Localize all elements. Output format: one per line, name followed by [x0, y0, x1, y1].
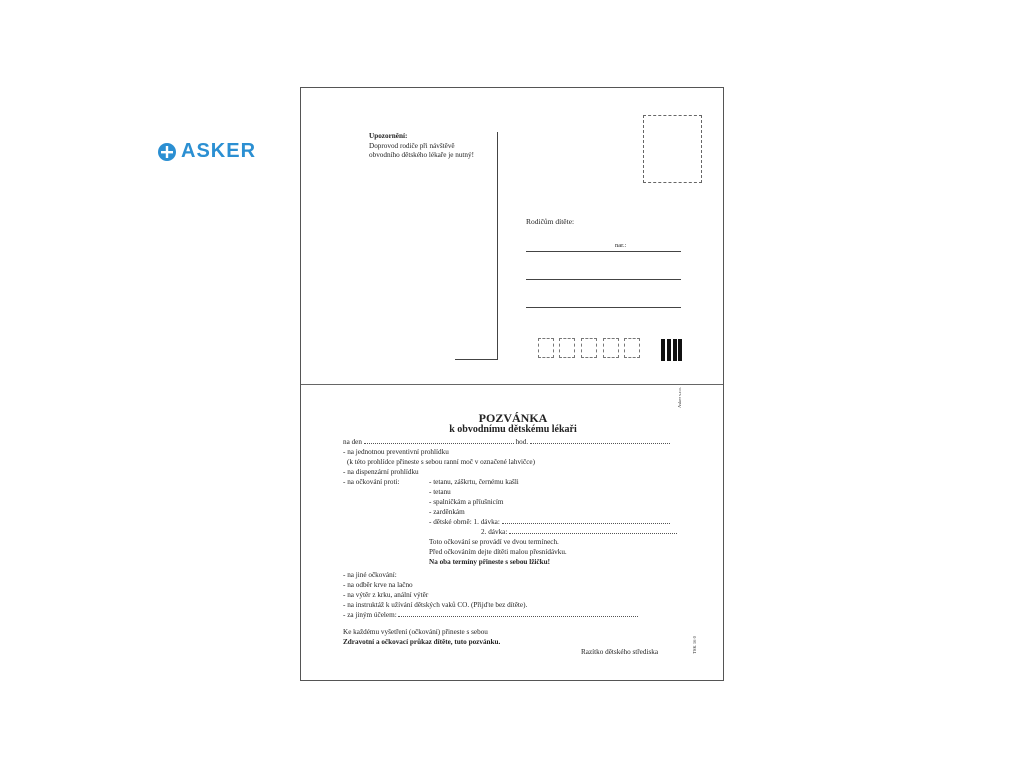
postal-code-box [581, 338, 597, 358]
vaccine-item: 2. dávka: [481, 528, 508, 536]
other-vaccination-label: - na jiné očkování: [343, 571, 397, 579]
hour-field [530, 437, 670, 444]
postal-code-box [603, 338, 619, 358]
date-label: na den [343, 438, 362, 446]
invitation-card [300, 87, 724, 681]
divider-vertical [497, 132, 498, 359]
stamp-label: Razítko dětského střediska [581, 648, 659, 656]
list-item: - za jiným účelem: [343, 611, 397, 619]
vaccine-row [343, 477, 683, 487]
vaccine-item: - spalničkám a příušnicím [429, 498, 504, 506]
polio-dose-2-row [343, 527, 683, 537]
list-item: - na výtěr z krku, anální výtěr [343, 591, 429, 599]
form-code: TSK 16 0 [692, 636, 697, 654]
invitation-body [343, 437, 683, 647]
vaccine-item: - tetanu, záškrtu, černému kašli [429, 478, 519, 486]
postal-bar [667, 339, 671, 361]
dose-1-field [502, 517, 670, 524]
date-field [364, 437, 514, 444]
vaccine-note: Před očkováním dejte dítěti malou přesnídávku. [429, 548, 567, 556]
invitation-subtitle: k obvodnímu dětskému lékaři [449, 424, 577, 435]
publisher-text: Asker s.r.o. [677, 387, 682, 408]
asker-logo [157, 140, 256, 163]
list-item: - na očkování proti: [343, 478, 400, 486]
polio-dose-1-row [343, 517, 683, 527]
list-item [343, 570, 683, 580]
warning-note [369, 132, 479, 161]
vaccine-item: - dětské obrně: 1. dávka: [429, 518, 500, 526]
dose-2-field [509, 527, 677, 534]
vaccine-note: Toto očkování se provádí ve dvou termínech. [429, 538, 559, 546]
fold-line [301, 384, 723, 385]
vaccine-item: - zarděnkám [429, 508, 465, 516]
address-line-2 [526, 279, 681, 280]
other-purpose-row [343, 610, 683, 620]
other-purpose-field [398, 610, 638, 617]
postal-bar [661, 339, 665, 361]
postal-code-box [624, 338, 640, 358]
address-line-3 [526, 307, 681, 308]
date-row [343, 437, 683, 447]
warning-title: Upozornění: [369, 132, 408, 140]
asker-logo-icon [157, 142, 177, 162]
hour-label: hod. [515, 438, 529, 446]
list-item: - na dispenzární prohlídku [343, 468, 419, 476]
warning-body: Doprovod rodiče při návštěvě obvodního dětského lékaře je nutný! [369, 141, 474, 159]
postal-code-box [559, 338, 575, 358]
vaccine-note: Na oba termíny přineste s sebou lžičku! [429, 558, 550, 566]
list-item: - na instruktáž k užívání dětských vaků CO. (Přijďte bez dítěte). [343, 601, 528, 609]
list-item: - na odběr krve na lačno [343, 581, 413, 589]
postage-stamp-box [643, 115, 702, 183]
asker-logo-text: ASKER [181, 140, 257, 162]
divider-horizontal [455, 359, 498, 360]
postal-code-box [538, 338, 554, 358]
recipient-label: Rodičům dítěte: [526, 217, 575, 226]
birth-label: nar.: [615, 242, 627, 249]
footer-line-bold: Zdravotní a očkovací průkaz dítěte, tuto pozvánku. [343, 638, 501, 646]
address-line-1 [526, 251, 681, 252]
list-item: - na jednotnou preventivní prohlídku [343, 448, 449, 456]
list-item: (k této prohlídce přineste s sebou ranní moč v označené lahvičce) [347, 458, 535, 466]
footer-line: Ke každému vyšetření (očkování) přineste s sebou [343, 628, 488, 636]
invitation-title: POZVÁNKA [478, 411, 548, 425]
vaccine-item: - tetanu [429, 488, 451, 496]
